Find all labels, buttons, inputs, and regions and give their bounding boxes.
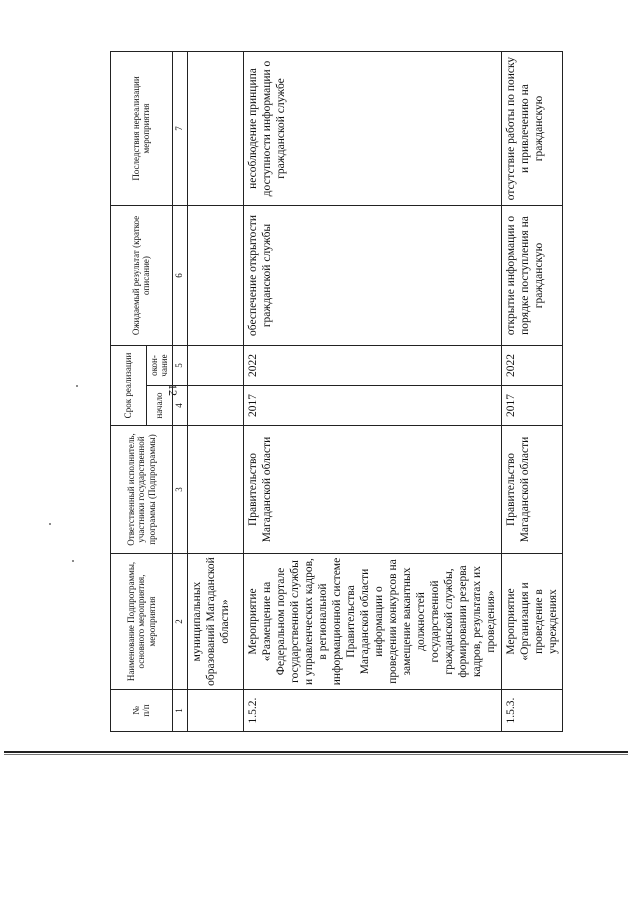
header-num: № п/п [111,690,173,732]
row-responsible: Правительство Магаданской области [501,426,562,554]
row-start: 2017 [243,386,501,426]
table-row [187,52,243,732]
row-num: 1.5.3. [501,690,562,732]
row-start [187,386,243,426]
row-consequence: несоблюдение принципа доступности информации о гражданской службе [243,52,501,206]
header-result: Ожидаемый результат (краткое описание) [111,206,173,346]
row-result: обеспечение открытости гражданской службы [243,206,501,346]
row-num [187,690,243,732]
row-start: 2017 [501,386,562,426]
column-number: 7 [172,52,187,206]
row-name: Мероприятие «Организация и проведение в учреждениях [501,554,562,690]
measures-table [110,51,563,732]
header-term: Срок реализации [111,346,147,426]
row-end: 2022 [243,346,501,386]
header-end: окон- чание [147,346,173,386]
row-name: Мероприятие «Размещение на Федеральном портале государственной службы и управленческих кадров, в региональной информационной системе Правительства Магаданской области информации о проведении конкурсов на замещение вакантных должностей государственной гражданской службы, формировании резерва кадров, результатах их проведения» [243,554,501,690]
row-result [187,206,243,346]
column-number-row [172,52,187,732]
header-name: Наименование Подпрограммы, основного мероприятия, мероприятия [111,554,173,690]
column-number: 6 [172,206,187,346]
column-number: 5 [172,346,187,386]
row-end: 2022 [501,346,562,386]
row-consequence: отсутствие работы по поиску и привлечению на гражданскую [501,52,562,206]
column-number: 3 [172,426,187,554]
column-number: 2 [172,554,187,690]
row-responsible [187,426,243,554]
header-start: начало [147,386,173,426]
column-number: 4 [172,386,187,426]
row-consequence [187,52,243,206]
page-divider-thin [4,754,628,755]
scan-speck [76,385,78,387]
page-divider [4,751,628,753]
page-number: 12 [166,384,180,396]
row-end [187,346,243,386]
table-row [243,52,501,732]
header-consequence: Последствия нереализации мероприятия [111,52,173,206]
row-responsible: Правительство Магаданской области [243,426,501,554]
row-num: 1.5.2. [243,690,501,732]
column-number: 1 [172,690,187,732]
header-responsible: Ответственный исполнитель, участники государственной программы (Подпрограммы) [111,426,173,554]
table-row [501,52,562,732]
scan-speck [49,523,51,525]
header-row [111,52,147,732]
row-result: открытие информации о порядке поступления на гражданскую [501,206,562,346]
scan-speck [72,560,74,562]
row-name: муниципальных образований Магаданской области» [187,554,243,690]
rotated-table-container [110,52,558,732]
